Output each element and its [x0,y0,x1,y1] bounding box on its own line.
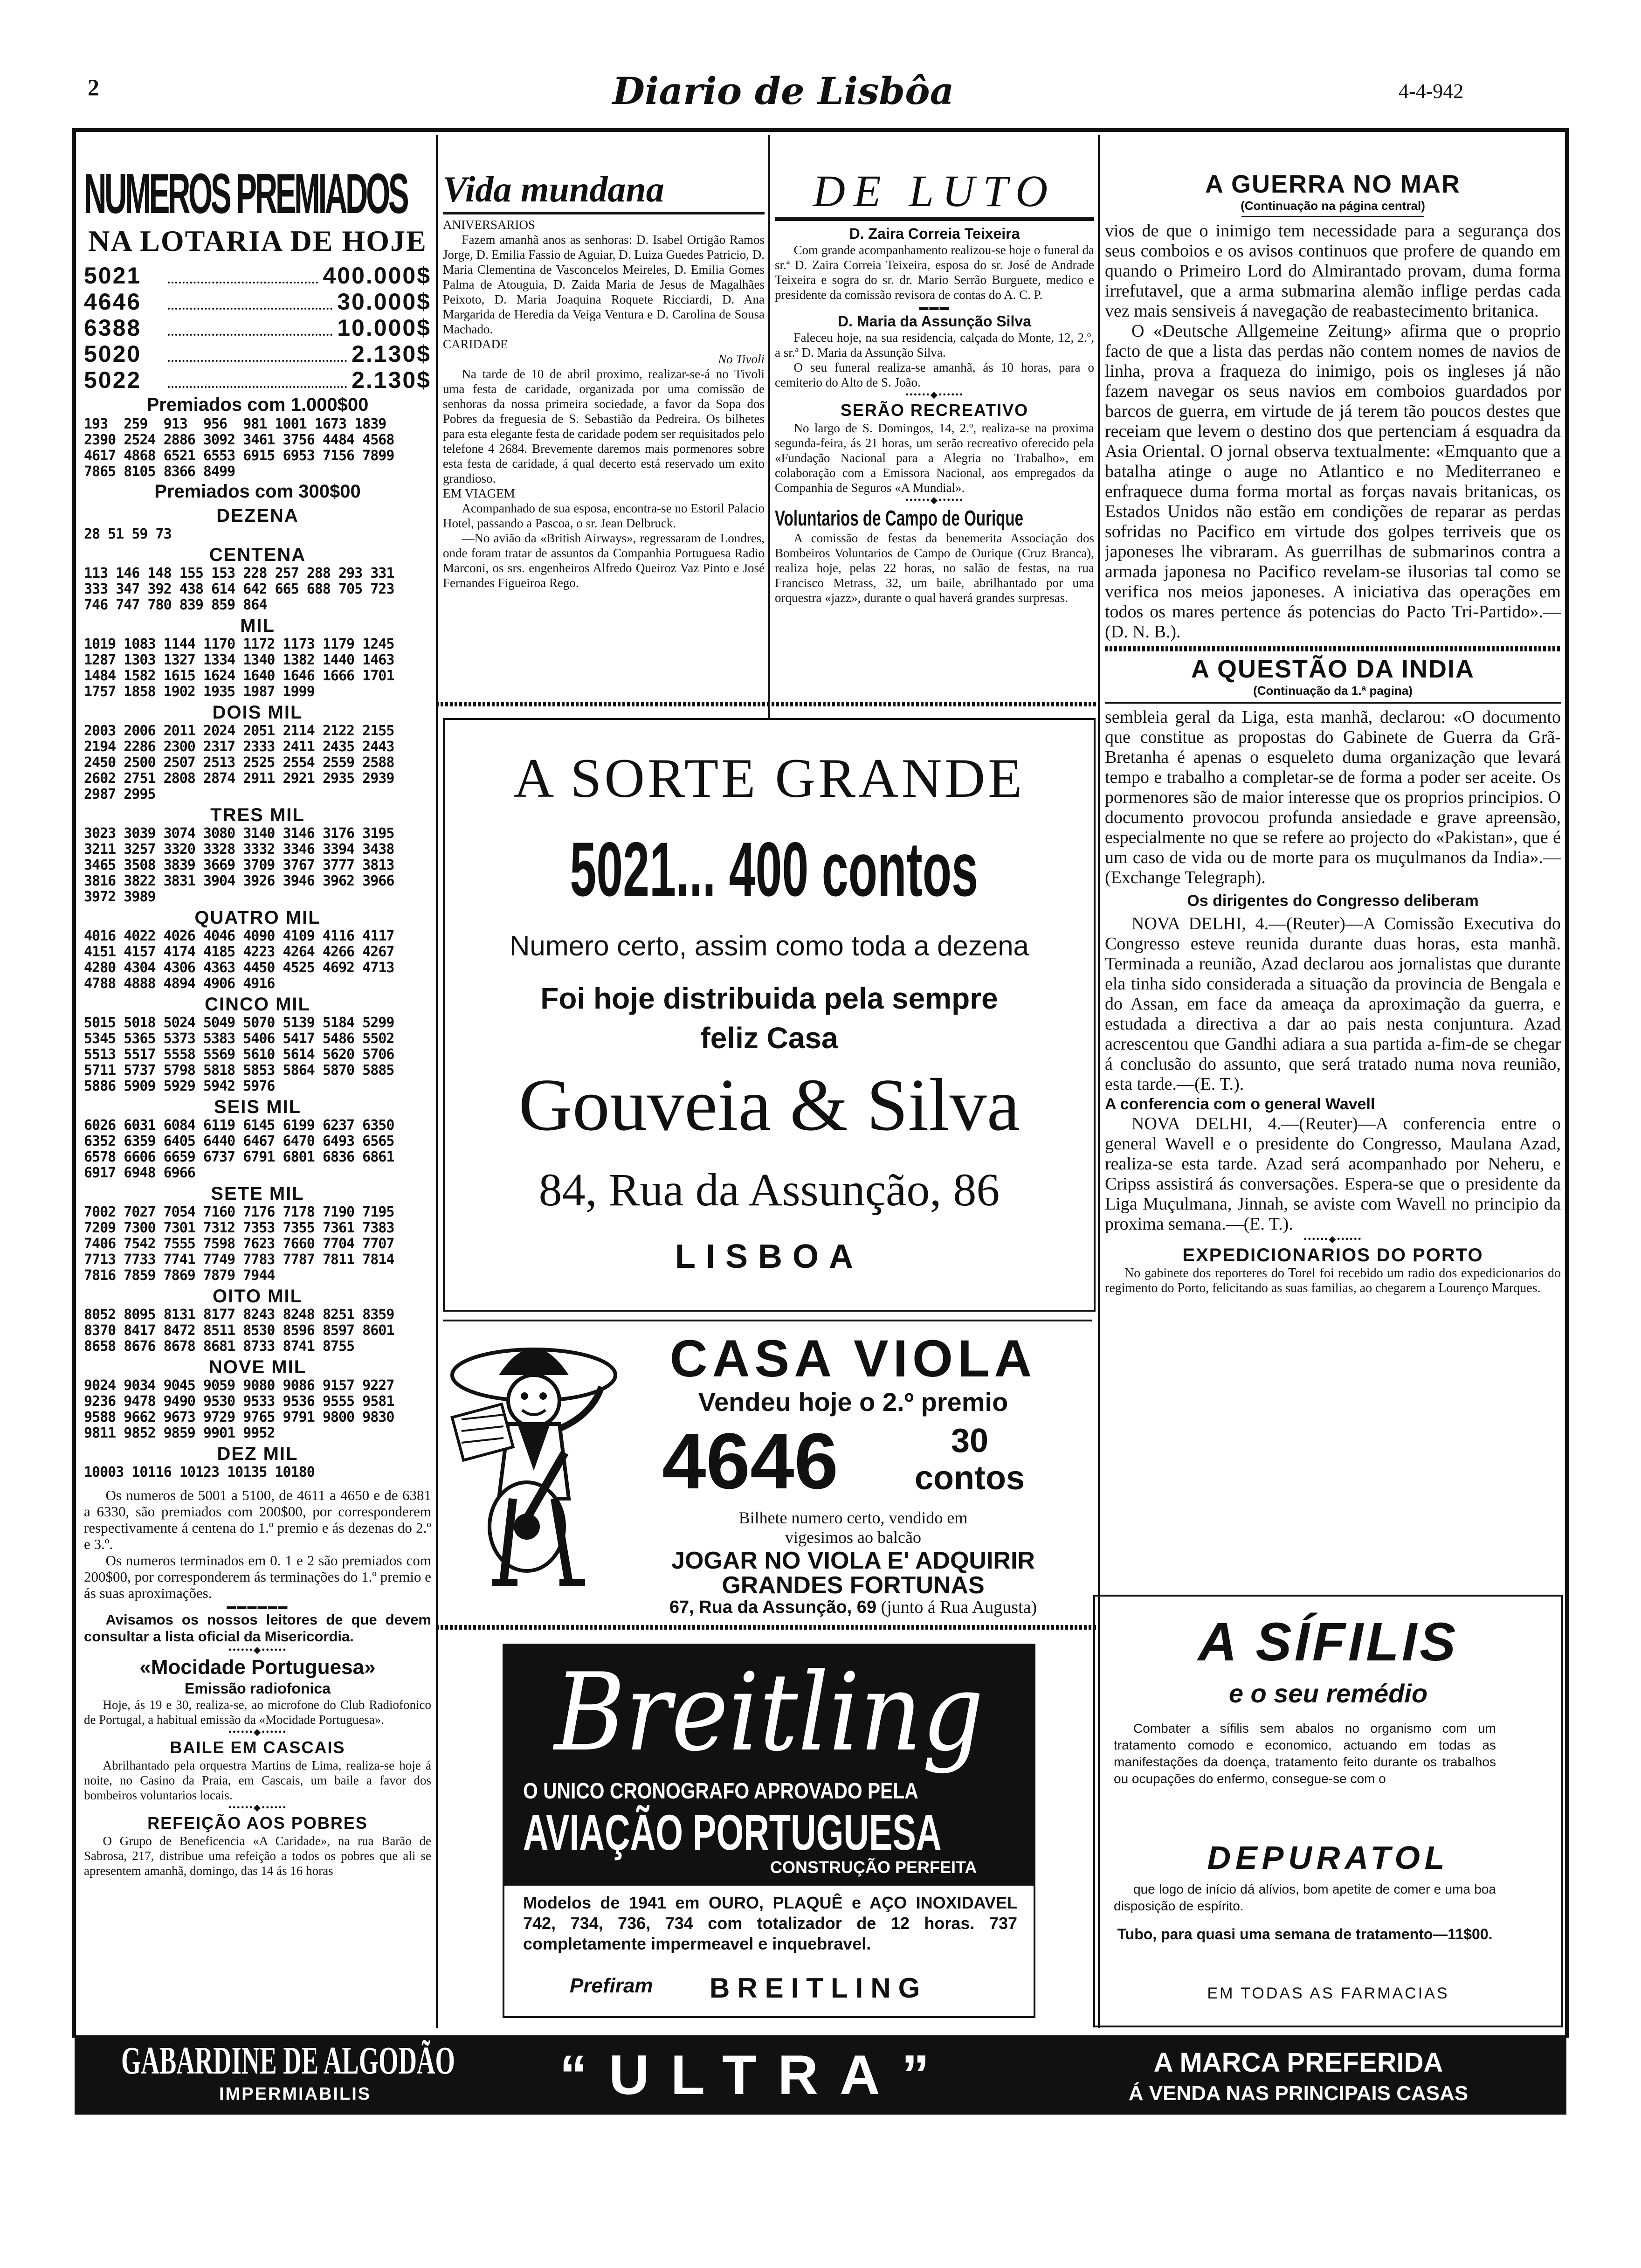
lottery-note-official-list: Avisamos os nossos leitores de que devem consultar a lista oficial da Misericordia. [84,1611,431,1645]
expedicionarios-body: No gabinete dos reporteres do Torel foi recebido um radio dos expedicionarios do regimento do Porto, felicitando as suas familias, ao chegarem a Lourenço Marques. [1105,1266,1561,1295]
number-row: 7406 7542 7555 7598 7623 7660 7704 7707 [84,1236,394,1252]
title-underline [775,217,1094,221]
number-row: 4016 4022 4026 4046 4090 4109 4116 4117 [84,928,394,944]
prize-1000-list [84,416,431,480]
prize-group-title: DEZENA [216,505,299,526]
viola-line1: Vendeu hoje o 2.º premio [698,1387,1008,1417]
top-border [72,128,1569,132]
top-prize-row [84,289,431,315]
number-row: 5345 5365 5373 5383 5406 5417 5486 5502 [84,1030,394,1047]
number-row: 2450 2500 2507 2513 2525 2554 2559 2588 [84,754,394,771]
left-border [72,128,76,2038]
ultra-left1: GABARDINE DE ALGODÃO [121,2039,455,2082]
viola-address-street: 67, Rua da Assunção, 69 [669,1597,877,1617]
sorte-line4: Foi hoje distribuida pela sempre [540,982,998,1015]
prize-group-title: MIL [240,615,275,636]
number-row: 8370 8417 8472 8511 8530 8596 8597 8601 [84,1322,394,1339]
number-row: 1484 1582 1615 1624 1640 1646 1666 1701 [84,668,394,684]
serao-body: No largo de S. Domingos, 14, 2.º, realiza-se na proxima segunda-feira, ás 21 horas, um serão recreativo oferecido pela «Fundação Nacional para a Alegria no Trabalho», em colaboração com a Emissora Nacional, aos empregados da Companhia de Seguros «A Mundial». [775,421,1094,495]
sorte-line1: A SORTE GRANDE [513,747,1025,809]
sifilis-title: A SÍFILIS [1198,1611,1459,1672]
leader-dots [168,282,318,284]
prize-number: 5021 [84,263,142,289]
issue-date: 4-4-942 [1399,80,1464,103]
viola-address-note: (junto á Rua Augusta) [881,1597,1037,1617]
number-row: 2003 2006 2011 2024 2051 2114 2122 2155 [84,723,394,739]
luto-body-1: Com grande acompanhamento realizou-se hoje o funeral da sr.ª D. Zaira Correia Teixeira, esposa do sr. José de Andrade Teixeira e sogra do sr. dr. Mario Serrão Burguete, medico e presidente da comissão revisora de contas do A. C. P. [775,243,1094,302]
viola-amount-top: 30 [951,1422,989,1459]
breitling-ad [503,1644,1035,2018]
number-row: 6917 6948 6966 [84,1165,195,1181]
right-border [1565,128,1569,2038]
number-row: 8052 8095 8131 8177 8243 8248 8251 8359 [84,1307,394,1323]
number-row: 5886 5909 5929 5942 5976 [84,1078,275,1094]
number-row: 7865 8105 8366 8499 [84,463,235,480]
breitling-logo: Breitling [554,1651,984,1775]
guerra-body-2: O «Deutsche Allgemeine Zeitung» afirma que o proprio facto de que a lista das perdas não contem nomes de navios de linha, prova a fraqueza do inimigo, pois os ingleses já não fazem navegar os seus navios em comboios guardados por barcos de guerra, em virtude de já terem tão poucos destes que receiam que levem o destino dos que pertenciam á esquadra da Asia Oriental. O jornal observa textualmente: «Emquanto que a batalha atinge o auge no Atlantico e no Mediterraneo e enfraquece duma forma mortal as forças navais britanicas, os Estados Unidos não estão em condições de reparar as perdas sofridas no Pacifico em virtude dos golpes terriveis que os japoneses lhe vibraram. As guerrilhas de submarinos contra a armada japonesa no Pacifico revelam-se ilusorias tal como se verifica nos meios japoneses. A iniciativa das operações em todos os mares pertence ás potencias do Pacto Tri-Partido».—(D. N. B.). [1105,321,1561,642]
aniversarios-heading: ANIVERSARIOS [443,218,536,232]
number-row: 4617 4868 6521 6553 6915 6953 7156 7899 [84,448,394,464]
expedicionarios-title: EXPEDICIONARIOS DO PORTO [1182,1245,1483,1265]
number-row: 4788 4888 4894 4906 4916 [84,975,275,992]
india-heading-3: A conferencia com o general Wavell [1105,1095,1375,1113]
column-divider [768,135,770,718]
sifilis-body: Combater a sífilis sem abalos no organismo com um tratamento comodo e economico, actuando em todas as manifestações da doença, tratamento feito durante os trabalhos ou ocupações do enfermo, consegue-se com o [1114,1721,1496,1786]
ultra-right1: A MARCA PREFERIDA [1153,2047,1443,2078]
lottery-title: NUMEROS PREMIADOS [84,162,407,225]
india-heading-2: Os dirigentes do Congresso deliberam [1187,892,1479,910]
caridade-heading: CARIDADE [443,337,508,351]
leader-dots [168,386,347,388]
viagem-heading: EM VIAGEM [443,486,515,500]
mocidade-subtitle: Emissão radiofonica [185,1680,331,1697]
viola-line3: JOGAR NO VIOLA E' ADQUIRIR [671,1547,1035,1574]
mocidade-body: Hoje, ás 19 e 30, realiza-se, ao microfone do Club Radiofonico de Portugal, a habitual emissão da «Mocidade Portuguesa». [84,1698,431,1727]
sorte-grande-ad [443,718,1096,1312]
lottery-subtitle: NA LOTARIA DE HOJE [88,224,427,257]
number-row: 6578 6606 6659 6737 6791 6801 6836 6861 [84,1149,394,1165]
viola-number: 4646 [662,1417,839,1506]
number-row: 5711 5737 5798 5818 5853 5864 5870 5885 [84,1062,394,1079]
breitling-line1: O UNICO CRONOGRAFO APROVADO PELA [523,1779,918,1804]
number-row: 2987 2995 [84,786,156,802]
number-row: 7209 7300 7301 7312 7353 7355 7361 7383 [84,1220,394,1236]
sifilis-body2: que logo de início dá alívios, bom apetite de comer e uma boa disposição de espírito. [1114,1882,1496,1913]
prize-group-title: CENTENA [209,545,306,565]
section-divider [436,702,1100,706]
prize-1000-title: Premiados com 1.000$00 [146,394,369,415]
ornament-divider: ▬▬▬▬▬▬ [227,1601,289,1611]
india-body-3: NOVA DELHI, 4.—(Reuter)—A conferencia entre o general Wavell e o presidente do Congresso, Maulana Azad, realiza-se esta tarde. Azad será acompanhado por Neheru, e Cripss assistirá ás conversações. Espera-se que o presidente da Liga Muçulmana, Jinnah, se aviste com Wavell no principio da proxima semana.—(E. T.). [1105,1114,1561,1234]
number-row: 7816 7859 7869 7879 7944 [84,1267,275,1284]
sifilis-brand: DEPURATOL [1207,1839,1449,1876]
sorte-line6: Gouveia & Silva [518,1063,1020,1146]
prize-group-title: DEZ MIL [217,1444,298,1464]
breitling-body: Modelos de 1941 em OURO, PLAQUÊ e AÇO INOXIDAVEL 742, 734, 736, 734 com totalizador de 12 horas. 737 completamente impermeavel e inquebravel. [523,1893,1017,1953]
number-row: 7713 7733 7741 7749 7783 7787 7811 7814 [84,1252,394,1268]
prize-group-title: OITO MIL [212,1286,303,1307]
mariachi-guitar-illustration-icon [448,1331,620,1592]
number-row: 8658 8676 8678 8681 8733 8741 8755 [84,1338,355,1355]
number-row: 7002 7027 7054 7160 7176 7178 7190 7195 [84,1204,394,1220]
top-prizes-list [84,263,431,393]
ultra-banner [75,2035,1566,2115]
number-row: 1287 1303 1327 1334 1340 1382 1440 1463 [84,652,394,668]
voluntarios-body: A comissão de festas da benemerita Associação dos Bombeiros Voluntarios de Campo de Ourique (Cruz Branca), realiza hoje, pelas 22 horas, no salão de festas, na rua Francisco Metrass, 32, um baile, abrilhantado por uma orquestra «jazz», durante o qual haverá grandes surpresas. [775,531,1094,605]
lottery-note-terminations: Os numeros terminados em 0. 1 e 2 são premiados com 200$00, por corresponderem ás terminações do 1.º premio e ás suas aproximações. [84,1552,431,1601]
vida-title: Vida mundana [443,169,664,209]
luto-heading-2: D. Maria da Assunção Silva [838,313,1031,330]
breitling-brand: BREITLING [710,1972,928,2004]
number-row: 9024 9034 9045 9059 9080 9086 9157 9227 [84,1377,394,1394]
refeicao-body: O Grupo de Beneficencia «A Caridade», na rua Barão de Sabrosa, 217, distribue uma refeição a todos os pobres que ali se apresentem amanhã, domingo, das 14 ás 16 horas [84,1834,431,1878]
number-row: 5513 5517 5558 5569 5610 5614 5620 5706 [84,1046,394,1063]
prize-amount: 30.000$ [337,289,431,315]
prize-group-title: SEIS MIL [214,1097,302,1117]
top-prize-row [84,315,431,341]
prize-group-title: SETE MIL [211,1183,304,1204]
section-divider [1105,646,1561,651]
number-row: 9588 9662 9673 9729 9765 9791 9800 9830 [84,1409,394,1425]
viola-prize [620,1417,1086,1506]
number-row: 6352 6359 6405 6440 6467 6470 6493 6565 [84,1133,394,1149]
section-divider [436,1625,1100,1630]
number-row: 6026 6031 6084 6119 6145 6199 6237 6350 [84,1117,394,1134]
casa-viola-ad [443,1320,1092,1597]
viola-title: CASA VIOLA [669,1329,1037,1388]
breitling-line2: AVIAÇÃO PORTUGUESA [523,1804,942,1860]
number-row: 3465 3508 3839 3669 3709 3767 3777 3813 [84,857,394,873]
lottery-note-approximations: Os numeros de 5001 a 5100, de 4611 a 4650 e de 6381 a 6330, são premiados com 200$00, por corresponderem respectivamente á centena do 1.º premio e ás dezenas do 2.º e 3.º. [84,1487,431,1552]
india-title: A QUESTÃO DA INDIA [1191,655,1475,683]
sorte-line7: 84, Rua da Assunção, 86 [538,1164,1000,1216]
viola-amount-bottom: contos [914,1459,1025,1497]
prize-300-title: Premiados com 300$00 [154,481,361,502]
de-luto-column [775,168,1094,706]
top-prize-row [84,367,431,393]
sifilis-price: Tubo, para quasi uma semana de tratamento—11$00. [1117,1926,1493,1943]
prize-amount: 400.000$ [323,263,431,289]
india-body-2: NOVA DELHI, 4.—(Reuter)—A Comissão Executiva do Congresso esteve reunida durante duas horas, esta manhã. Terminada a reunião, Azad declarou aos jornalistas que durante ela tinha sido considerada a situação da provincia de Bengala e do Assan, em face da ameaça da aproximação da guerra, e estudada a directiva a dar ao pais nesta conjuntura. Azad acrescentou que Gandhi adiara a sua partida a-fim-de se chegar á conclusão do assunto, que será tratado numa nova reunião, esta tarde.—(E. T.). [1105,914,1561,1094]
breitling-prefiram: Prefiram [570,1974,653,1997]
voluntarios-title: Voluntarios de Campo de Ourique [775,506,1024,530]
serao-title: SERÃO RECREATIVO [840,401,1029,420]
guerra-body-1: vios de que o inimigo tem necessidade para a segurança dos seus comboios e os avisos continuos que profere de quando em quando o Primeiro Lord do Almirantado provam, duma forma irrefutavel, que a arma submarina alemão inflige perdas cada vez mais sensiveis á navegação de reabastecimento britanica. [1105,221,1561,321]
ultra-right2: Á VENDA NAS PRINCIPAIS CASAS [1128,2082,1469,2105]
ultra-left2: IMPERMIABILIS [219,2084,372,2104]
prize-group-title: DOIS MIL [212,702,303,723]
mocidade-title: «Mocidade Portuguesa» [139,1656,376,1679]
number-row: 10003 10116 10123 10135 10180 [84,1464,315,1480]
leader-dots [168,360,347,362]
leader-dots [168,334,332,336]
luto-body-2b: O seu funeral realiza-se amanhã, ás 10 horas, para o cemiterio do Alto de S. João. [775,360,1094,389]
ornament-divider: ••••••◆•••••• [228,1727,287,1737]
prize-amount: 2.130$ [352,341,431,367]
number-row: 5015 5018 5024 5049 5070 5139 5184 5299 [84,1015,394,1031]
number-row: 28 51 59 73 [84,526,172,542]
number-row: 333 347 392 438 614 642 665 688 705 723 [84,581,394,597]
number-row: 193 259 913 956 981 1001 1673 1839 [84,416,386,432]
column-divider [436,135,438,2028]
prize-number: 6388 [84,315,142,341]
prize-number: 5022 [84,367,142,393]
guerra-subtitle: (Continuação na página central) [1241,199,1425,213]
number-row: 4151 4157 4174 4185 4223 4264 4266 4267 [84,944,394,960]
sifilis-ad [1093,1595,1563,2027]
number-row: 3816 3822 3831 3904 3926 3946 3962 3966 [84,873,394,889]
refeicao-title: REFEIÇÃO AOS POBRES [147,1813,368,1832]
guerra-title: A GUERRA NO MAR [1205,170,1461,198]
page-number: 2 [88,74,99,100]
baile-body: Abrilhantado pela orquestra Martins de Lima, realiza-se hoje á noite, no Casino da Praia, em Cascais, um baile a favor dos bombeiros voluntarios locais. [84,1758,431,1802]
number-row: 2602 2751 2808 2874 2911 2921 2935 2939 [84,770,394,787]
sorte-line3: Numero certo, assim como toda a dezena [510,930,1029,961]
newspaper-title: Diario de Lisbôa [612,69,954,113]
sifilis-subtitle: e o seu remédio [1228,1679,1428,1708]
top-prize-row [84,263,431,289]
prize-amount: 10.000$ [337,315,431,341]
right-column [1105,170,1561,1499]
prize-number: 4646 [84,289,142,315]
ornament-divider: ▬▬▬ [919,302,950,312]
viagem-body-2: —No avião da «British Airways», regressaram de Londres, onde foram tratar de assuntos da Companhia Portuguesa Radio Marconi, os srs. engenheiros Alfredo Queiroz Vaz Pinto e José Fernandes Figueiroa Rego. [443,531,765,590]
ornament-divider: ••••••◆•••••• [228,1645,287,1655]
ornament-divider: ••••••◆•••••• [905,390,964,400]
india-body-1: sembleia geral da Liga, esta manhã, declarou: «O documento que constitue as propostas do Gabinete de Guerra da Grã-Bretanha é apenas o esqueleto duma organização que levará tempo e trabalho a completar-se de forma a poder ser aceite. Os pormenores são de maior interesse que os proprios principios. O documento provocou profunda ansiedade e grave apreensão, especialmente no que se refere ao projecto do «Pakistan», que é um caso de vida ou de morte para os muçulmanos da India».—(Exchange Telegraph). [1105,707,1561,887]
luto-title: DE LUTO [813,168,1056,216]
viola-line2: Bilhete numero certo, vendido em vigesimos ao balcão [738,1508,968,1547]
number-row: 1757 1858 1902 1935 1987 1999 [84,684,315,700]
number-row: 113 146 148 155 153 228 257 288 293 331 [84,565,394,581]
ornament-divider: ••••••◆•••••• [1303,1234,1362,1245]
prize-groups [84,505,431,1480]
prize-group-title: QUATRO MIL [194,907,321,928]
prize-amount: 2.130$ [352,367,431,393]
viola-address [620,1597,1086,1618]
ultra-brand: “ULTRA” [559,2044,951,2106]
number-row: 9236 9478 9490 9530 9533 9536 9555 9581 [84,1393,394,1410]
breitling-line3: CONSTRUÇÃO PERFEITA [770,1858,977,1877]
ornament-divider: ••••••◆•••••• [905,495,964,505]
sorte-line2: 5021... 400 contos [570,826,979,912]
number-row: 2390 2524 2886 3092 3461 3756 4484 4568 [84,432,394,448]
lottery-column [84,161,431,2031]
prize-group-title: NOVE MIL [208,1357,307,1377]
vida-mundana-column [443,168,765,718]
baile-title: BAILE EM CASCAIS [170,1738,345,1757]
top-prize-row [84,341,431,367]
sifilis-footer: EM TODAS AS FARMACIAS [1207,1984,1449,2002]
caridade-subheading: No Tivoli [718,352,765,366]
india-subtitle: (Continuação da 1.ª pagina) [1253,684,1413,698]
luto-heading-1: D. Zaira Correia Teixeira [849,225,1020,242]
number-row: 3972 3989 [84,889,156,905]
number-row: 3023 3039 3074 3080 3140 3146 3176 3195 [84,825,394,842]
viagem-body-1: Acompanhado de sua esposa, encontra-se no Estoril Palacio Hotel, passando a Pascoa, o sr. Jean Delbruck. [443,501,765,530]
number-row: 9811 9852 9859 9901 9952 [84,1425,275,1441]
title-underline [1105,702,1561,704]
ornament-divider: ••••••◆•••••• [228,1803,287,1813]
title-underline [1241,216,1424,217]
title-underline [443,212,765,214]
number-row: 2194 2286 2300 2317 2333 2411 2435 2443 [84,739,394,755]
caridade-body: Na tarde de 10 de abril proximo, realizar-se-á no Tivoli uma festa de caridade, organizada por uma comissão de senhoras da nossa primeira sociedade, a favor da Sopa dos Pobres da freguesia de S. Sebastião da Pedreira. Os bilhetes para esta elegante festa de caridade podem ser requisitados pelo telefone 4 2684. Brevemente daremos mais pormenores sobre esta festa de caridade, á qual decerto está reservado um exito grandioso. [443,367,765,485]
number-row: 746 747 780 839 859 864 [84,597,267,613]
prize-number: 5020 [84,341,142,367]
viola-line4: GRANDES FORTUNAS [722,1572,985,1599]
luto-body-2a: Faleceu hoje, na sua residencia, calçada do Monte, 12, 2.º, a sr.ª D. Maria da Assunção Silva. [775,331,1094,360]
prize-group-title: TRES MIL [210,805,305,825]
aniversarios-body: Fazem amanhã anos as senhoras: D. Isabel Ortigão Ramos Jorge, D. Emilia Fassio de Aguiar, D. Luiza Guedes Patricio, D. Maria Clementina de Vasconcelos Meireles, D. Emilia Gomes Palma de Atouguia, D. Zaida Maria de Jesus de Magalhães Peixoto, D. Maria Joaquina Roquete Ricciardi, D. Ana Margarida de Heredia da Veiga Ventura e D. Carolina de Sousa Machado. [443,233,765,336]
number-row: 1019 1083 1144 1170 1172 1173 1179 1245 [84,636,394,652]
sorte-line5: feliz Casa [700,1021,838,1055]
leader-dots [168,308,332,310]
sorte-line8: LISBOA [675,1238,863,1275]
number-row: 4280 4304 4306 4363 4450 4525 4692 4713 [84,960,394,976]
number-row: 3211 3257 3320 3328 3332 3346 3394 3438 [84,841,394,857]
prize-group-title: CINCO MIL [205,994,310,1015]
